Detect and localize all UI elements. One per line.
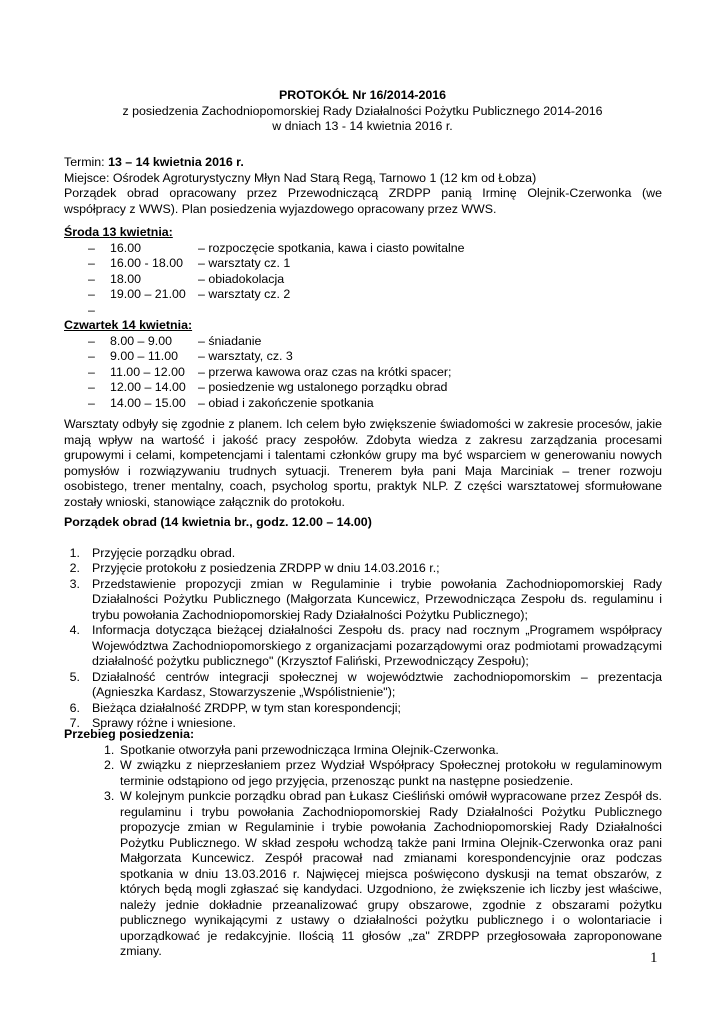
term-value: 13 – 14 kwietnia 2016 r.	[108, 155, 244, 169]
document-header	[0, 88, 725, 135]
proceedings-item-text: Spotkanie otworzyła pani przewodnicząca Irmina Olejnik-Czerwonka.	[120, 742, 499, 757]
wednesday-schedule	[64, 225, 662, 318]
agenda-item-text: Sprawy różne i wniesione.	[92, 716, 236, 730]
agenda-item-text: Informacja dotycząca bieżącej działalności Zespołu ds. pracy nad rocznym „Programem współpracy Województwa Zachodniopomorskiego z organizacjami pozarządowymi oraz podmiotami prowadzącymi działalność pożytku publicznego" (Krzysztof Faliński, Przewodniczący Zespołu);	[92, 623, 662, 668]
schedule-time: 16.00 - 18.00	[110, 256, 184, 270]
agenda-item	[64, 670, 662, 701]
agenda-item-number: 3.	[69, 576, 80, 591]
agenda-item-number: 5.	[69, 669, 80, 684]
schedule-time: 19.00 – 21.00	[110, 287, 186, 301]
agenda-item-number: 2.	[69, 561, 80, 575]
proceedings-item-text: W związku z nieprzesłaniem przez Wydział Współpracy Społecznej protokołu w regulaminowym terminie odstąpiono od jego przyjęcia, przenosząc punkt na następne posiedzenie.	[120, 758, 662, 788]
schedule-time: 12.00 – 14.00	[110, 380, 186, 394]
agenda-prepared-text: Porządek obrad opracowany przez Przewodniczącą ZRDPP panią Irminę Olejnik-Czerwonka (we współpracy z WWS). Plan posiedzenia wyjazdowego opracowany przez WWS.	[64, 186, 662, 216]
schedule-desc: – warsztaty cz. 2	[198, 287, 291, 301]
agenda-item-number: 7.	[69, 716, 80, 730]
agenda-item-text: Bieżąca działalność ZRDPP, w tym stan korespondencji;	[92, 700, 401, 715]
schedule-desc: – posiedzenie wg ustalonego porządku obrad	[198, 380, 448, 394]
agenda-heading: Porządek obrad (14 kwietnia br., godz. 12.00 – 14.00)	[64, 515, 372, 529]
proceedings-item	[64, 743, 662, 759]
schedule-desc: – rozpoczęcie spotkania, kawa i ciasto powitalne	[198, 240, 465, 255]
document-subtitle: z posiedzenia Zachodniopomorskiej Rady Działalności Pożytku Publicznego 2014-2016	[122, 103, 603, 118]
schedule-desc: – śniadanie	[198, 333, 262, 348]
thursday-heading: Czwartek 14 kwietnia:	[64, 318, 193, 332]
place-line: Miejsce: Ośrodek Agroturystyczny Młyn Nad Starą Regą, Tarnowo 1 (12 km od Łobza)	[64, 170, 537, 185]
schedule-item	[64, 272, 662, 288]
schedule-time: 16.00	[110, 240, 142, 255]
workshops-paragraph: Warsztaty odbyły się zgodnie z planem. Ich celem było zwiększenie świadomości w zakresie procesów, jakie mają wpływ na wartość i jakość pracy zespołów. Zdobyta wiedza z zakresu zarządzania procesami grupowymi i celami, kompetencjami i talentami członków grupy ma być wsparciem w generowaniu nowych pomysłów i rozwiązywaniu trudnych sytuacji. Trenerem była pani Maja Marciniak – trener rozwoju osobistego, trener mentalny, coach, psycholog sportu, praktyk NLP. Z części warsztatowej sformułowane zostały wnioski, stanowiące załącznik do protokołu.	[64, 417, 662, 509]
wednesday-heading: Środa 13 kwietnia:	[64, 225, 173, 239]
schedule-time: 14.00 – 15.00	[110, 395, 186, 410]
schedule-item	[64, 303, 662, 319]
term-label: Termin:	[64, 155, 109, 169]
agenda-item-text: Działalność centrów integracji społecznej w województwie zachodniopomorskim – prezentacja (Agnieszka Kardasz, Stowarzyszenie „Wspólistnienie");	[92, 669, 662, 699]
agenda-item-text: Przyjęcie porządku obrad.	[92, 545, 236, 560]
agenda-item-text: Przedstawienie propozycji zmian w Regulaminie i trybie powołania Zachodniopomorskiej Rady Działalności Pożytku Publicznego (Małgorzata Kuncewicz, Przewodnicząca Zespołu ds. regulaminu i trybu powołania Zachodniopomorskiej Rady Działalności Pożytku Publicznego);	[92, 576, 662, 622]
proceedings-heading: Przebieg posiedzenia:	[64, 727, 195, 741]
agenda-item	[64, 561, 662, 577]
proceedings-section	[64, 727, 662, 960]
agenda-list	[64, 546, 662, 732]
schedule-desc: – obiadokolacja	[198, 271, 285, 286]
page-number: 1	[650, 950, 658, 966]
agenda-item-text: Przyjęcie protokołu z posiedzenia ZRDPP w dniu 14.03.2016 r.;	[92, 561, 440, 575]
proceedings-item-number: 1.	[104, 742, 115, 757]
dash-bullet: –	[88, 333, 95, 348]
schedule-item	[64, 287, 662, 303]
dash-bullet: –	[88, 395, 95, 410]
dash-bullet: –	[88, 287, 95, 301]
agenda-item	[64, 701, 662, 717]
proceedings-item-number: 3.	[104, 789, 115, 803]
proceedings-item	[64, 789, 662, 960]
schedule-item	[64, 241, 662, 257]
agenda-item-number: 1.	[69, 545, 80, 560]
agenda-item	[64, 577, 662, 624]
proceedings-item-text: W kolejnym punkcie porządku obrad pan Łukasz Cieśliński omówił wypracowane przez Zespół ds. regulaminu i trybu powołania Zachodniopomorskiej Rady Działalności Pożytku Publicznego propozycje zmian w Regulaminie i trybie powołania Zachodniopomorskiej Rady Działalności Pożytku Publicznego. W skład zespołu wchodzą także pani Irmina Olejnik-Czerwonka oraz pani Małgorzata Kuncewicz. Zespół pracował nad zmianami korespondencyjnie oraz podczas spotkania w dniu 13.03.2016 r. Najwięcej miejsca poświęcono dyskusji na temat obszarów, z których będą mogli zgłaszać się kandydaci. Uzgodniono, że zwiększenie ich liczby jest właściwe, należy jednie dokładnie przeanalizować grupy obszarowe, zgodnie z obszarami pożytku publicznego wynikającymi z ustawy o działalności pożytku publicznego i o wolontariacie i uporządkować je redakcyjnie. Ilością 11 głosów „za" ZRDPP przegłosowała zaproponowane zmiany.	[120, 789, 662, 958]
proceedings-item	[64, 758, 662, 789]
agenda-section	[64, 515, 662, 732]
schedule-item	[64, 365, 662, 381]
schedule-time: 9.00 – 11.00	[110, 349, 178, 363]
dash-bullet: –	[88, 256, 95, 270]
schedule-item	[64, 349, 662, 365]
schedule-time: 8.00 – 9.00	[110, 333, 173, 348]
dash-bullet: –	[88, 302, 95, 317]
agenda-item-number: 4.	[69, 623, 80, 637]
thursday-schedule	[64, 318, 662, 411]
schedule-desc: – obiad i zakończenie spotkania	[198, 395, 374, 410]
agenda-item	[64, 546, 662, 562]
agenda-item	[64, 623, 662, 670]
proceedings-list	[64, 743, 662, 960]
dash-bullet: –	[88, 364, 95, 379]
schedule-desc: – przerwa kawowa oraz czas na krótki spacer;	[198, 364, 452, 379]
intro-section	[64, 155, 662, 217]
wednesday-list	[64, 241, 662, 319]
dash-bullet: –	[88, 349, 95, 363]
schedule-desc: – warsztaty, cz. 3	[198, 349, 293, 363]
schedule-time: 11.00 – 12.00	[110, 364, 185, 379]
schedule-item	[64, 334, 662, 350]
schedule-item	[64, 380, 662, 396]
proceedings-item-number: 2.	[104, 758, 115, 772]
agenda-item-number: 6.	[69, 700, 80, 715]
schedule-desc: – warsztaty cz. 1	[198, 256, 291, 270]
document-dates: w dniach 13 - 14 kwietnia 2016 r.	[272, 119, 453, 133]
dash-bullet: –	[88, 380, 95, 394]
dash-bullet: –	[88, 240, 95, 255]
term-line	[64, 155, 662, 171]
document-title: PROTOKÓŁ Nr 16/2014-2016	[278, 88, 447, 102]
schedule-item	[64, 256, 662, 272]
dash-bullet: –	[88, 271, 95, 286]
schedule-item	[64, 396, 662, 412]
thursday-list	[64, 334, 662, 412]
schedule-time: 18.00	[110, 271, 142, 286]
